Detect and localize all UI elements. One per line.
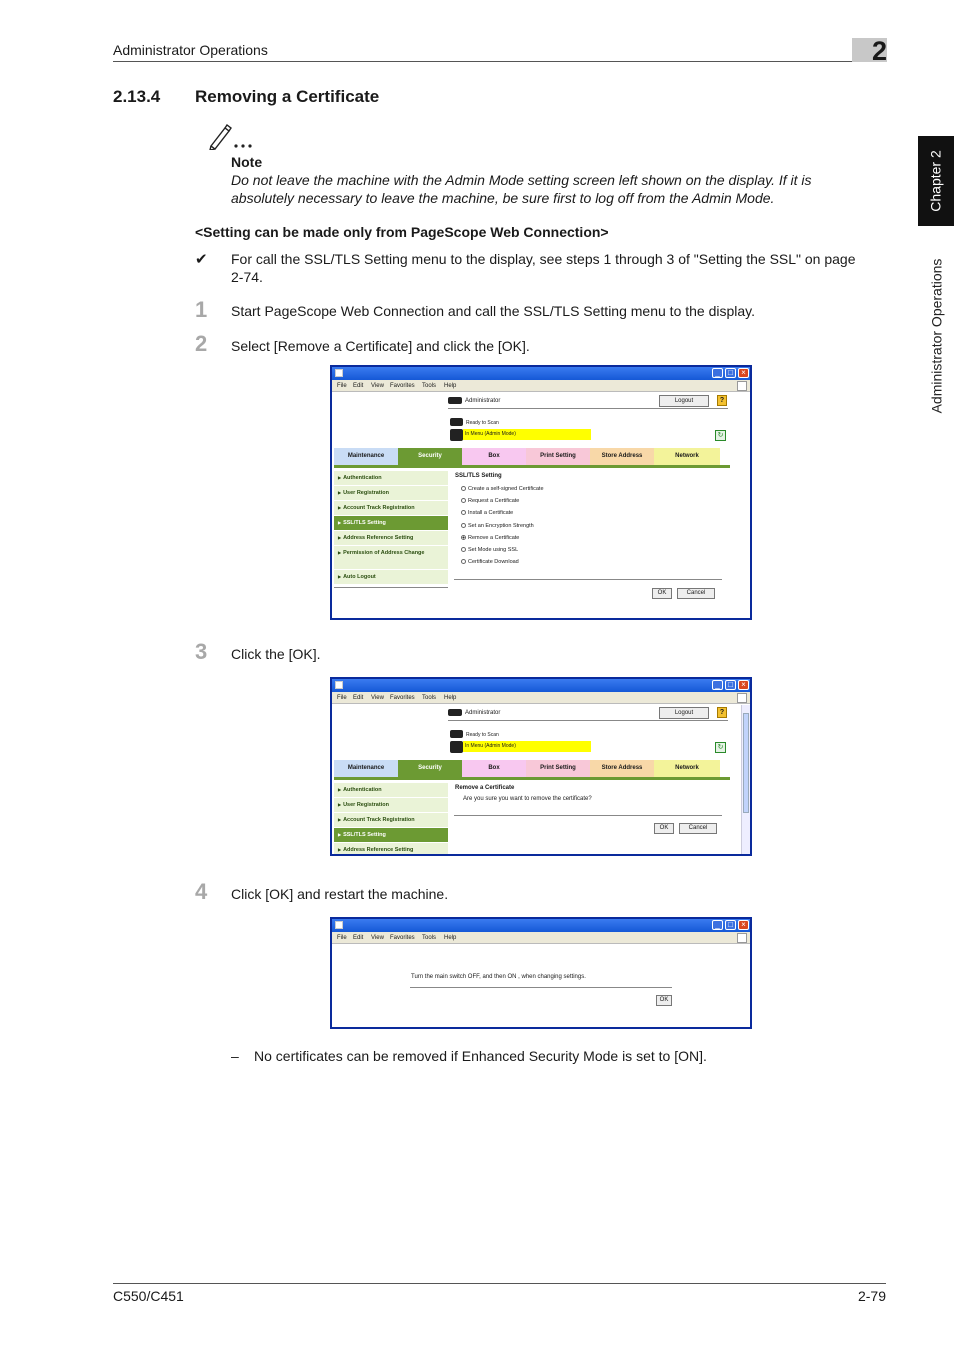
sidebar-item-account-track[interactable]: ▶ Account Track Registration bbox=[334, 813, 448, 828]
screenshot-restart-message bbox=[330, 917, 752, 1029]
ok-button[interactable]: OK bbox=[652, 588, 672, 599]
sidebar-item-permission[interactable]: ▶ Permission of Address Change bbox=[334, 546, 448, 570]
step-number: 1 bbox=[195, 297, 208, 322]
status-ready: Ready to Scan bbox=[466, 420, 499, 426]
ie-icon bbox=[335, 681, 343, 689]
status-mode: In Menu (Admin Mode) bbox=[463, 429, 591, 440]
menu-help[interactable]: Help bbox=[444, 383, 457, 389]
option-download[interactable]: Certificate Download bbox=[461, 559, 519, 565]
footer-model: C550/C451 bbox=[113, 1288, 184, 1304]
section-title: Removing a Certificate bbox=[195, 87, 380, 106]
admin-icon bbox=[448, 709, 462, 716]
subheading: <Setting can be made only from PageScope Web Connection> bbox=[195, 224, 609, 240]
menu-file[interactable]: File bbox=[337, 383, 347, 389]
title-bar bbox=[332, 919, 750, 932]
menu-view[interactable]: View bbox=[371, 383, 384, 389]
tab-network[interactable]: Network bbox=[654, 760, 720, 777]
ie-icon bbox=[335, 921, 343, 929]
side-tab-chapter-label: Chapter 2 bbox=[928, 150, 945, 212]
title-bar bbox=[332, 679, 750, 692]
close-button[interactable]: × bbox=[738, 920, 749, 930]
tab-maintenance[interactable]: Maintenance bbox=[334, 448, 398, 465]
pencil-note-icon bbox=[207, 122, 255, 150]
step-number: 4 bbox=[195, 879, 208, 904]
scrollbar[interactable] bbox=[741, 705, 750, 854]
tab-security[interactable]: Security bbox=[398, 448, 462, 465]
side-tab-section bbox=[918, 236, 954, 436]
step-text: Start PageScope Web Connection and call the SSL/TLS Setting menu to the display. bbox=[231, 303, 756, 319]
maximize-button[interactable]: □ bbox=[725, 920, 736, 930]
prereq-text: For call the SSL/TLS Setting menu to the display, see steps 1 through 3 of "Setting the SSL" on page 2-74. bbox=[231, 251, 856, 285]
refresh-icon[interactable]: ↻ bbox=[715, 742, 726, 753]
printer-icon bbox=[450, 741, 463, 753]
step-text: Click the [OK]. bbox=[231, 646, 321, 662]
admin-icon bbox=[448, 397, 462, 404]
sidebar-item-address-reference[interactable]: ▶ Address Reference Setting bbox=[334, 843, 448, 856]
menu-view[interactable]: View bbox=[371, 935, 384, 941]
screenshot-remove-certificate bbox=[330, 677, 752, 856]
windows-logo-icon bbox=[737, 933, 747, 943]
side-tab-chapter bbox=[918, 136, 954, 226]
tab-store-address[interactable]: Store Address bbox=[590, 448, 654, 465]
tab-print-setting[interactable]: Print Setting bbox=[526, 448, 590, 465]
ok-button[interactable]: OK bbox=[654, 823, 674, 834]
bullet-text: No certificates can be removed if Enhanced Security Mode is set to [ON]. bbox=[254, 1048, 707, 1064]
panel-rule bbox=[454, 815, 722, 816]
option-remove[interactable]: Remove a Certificate bbox=[461, 535, 519, 541]
menu-edit[interactable]: Edit bbox=[353, 935, 364, 941]
header-rule bbox=[113, 61, 886, 62]
sidebar-item-user-registration[interactable]: ▶ User Registration bbox=[334, 486, 448, 501]
section-number: 2.13.4 bbox=[113, 87, 161, 106]
menu-tools[interactable]: Tools bbox=[422, 695, 437, 701]
menu-tools[interactable]: Tools bbox=[422, 383, 437, 389]
logout-button[interactable]: Logout bbox=[659, 395, 709, 407]
menu-favorites[interactable]: Favorites bbox=[390, 935, 415, 941]
chapter-number: 2 bbox=[871, 36, 887, 66]
close-button[interactable]: × bbox=[738, 368, 749, 378]
tab-box[interactable]: Box bbox=[462, 760, 526, 777]
minimize-button[interactable]: _ bbox=[712, 680, 723, 690]
help-icon[interactable]: ? bbox=[717, 707, 727, 718]
footer-page-number: 2-79 bbox=[857, 1288, 886, 1304]
tab-security[interactable]: Security bbox=[398, 760, 462, 777]
menu-bar bbox=[332, 380, 750, 392]
tab-box[interactable]: Box bbox=[462, 448, 526, 465]
side-tab-section-label: Administrator Operations bbox=[928, 258, 944, 414]
status-ready: Ready to Scan bbox=[466, 732, 499, 738]
divider bbox=[448, 720, 728, 721]
confirm-question: Are you sure you want to remove the certificate? bbox=[463, 796, 592, 802]
menu-favorites[interactable]: Favorites bbox=[390, 695, 415, 701]
panel-rule bbox=[454, 579, 722, 580]
menu-bar bbox=[332, 932, 750, 944]
help-icon[interactable]: ? bbox=[717, 395, 727, 406]
scrollbar-thumb[interactable] bbox=[743, 713, 749, 813]
refresh-icon[interactable]: ↻ bbox=[715, 430, 726, 441]
sidebar-item-ssl-tls[interactable]: ▶ SSL/TLS Setting bbox=[334, 516, 448, 531]
option-ssl-mode[interactable]: Set Mode using SSL bbox=[461, 547, 518, 553]
ok-button[interactable]: OK bbox=[656, 995, 672, 1006]
windows-logo-icon bbox=[737, 693, 747, 703]
sidebar-item-account-track[interactable]: ▶ Account Track Registration bbox=[334, 501, 448, 516]
minimize-button[interactable]: _ bbox=[712, 920, 723, 930]
menu-help[interactable]: Help bbox=[444, 695, 457, 701]
footer-rule bbox=[113, 1283, 886, 1284]
cancel-button[interactable]: Cancel bbox=[677, 588, 715, 599]
checkmark-icon: ✔ bbox=[195, 251, 208, 268]
scanner-icon bbox=[450, 418, 463, 426]
screenshot-ssl-tls-setting bbox=[330, 365, 752, 620]
sidebar-item-user-registration[interactable]: ▶ User Registration bbox=[334, 798, 448, 813]
step-text: Click [OK] and restart the machine. bbox=[231, 886, 449, 902]
tab-bar bbox=[334, 448, 730, 465]
option-encryption[interactable]: Set an Encryption Strength bbox=[461, 523, 534, 529]
maximize-button[interactable]: □ bbox=[725, 680, 736, 690]
option-self-signed[interactable]: Create a self-signed Certificate bbox=[461, 486, 544, 492]
sidebar-item-address-reference[interactable]: ▶ Address Reference Setting bbox=[334, 531, 448, 546]
menu-edit[interactable]: Edit bbox=[353, 695, 364, 701]
close-button[interactable]: × bbox=[738, 680, 749, 690]
maximize-button[interactable]: □ bbox=[725, 368, 736, 378]
running-title: Administrator Operations bbox=[113, 42, 268, 58]
menu-bar bbox=[332, 692, 750, 704]
option-request[interactable]: Request a Certificate bbox=[461, 498, 519, 504]
windows-logo-icon bbox=[737, 381, 747, 391]
logout-button[interactable]: Logout bbox=[659, 707, 709, 719]
divider bbox=[448, 408, 728, 409]
menu-file[interactable]: File bbox=[337, 935, 347, 941]
step-number: 2 bbox=[195, 331, 208, 356]
message-rule bbox=[410, 987, 672, 988]
panel-title: Remove a Certificate bbox=[455, 785, 515, 791]
tab-underline bbox=[334, 465, 730, 468]
status-mode: In Menu (Admin Mode) bbox=[463, 741, 591, 752]
cancel-button[interactable]: Cancel bbox=[679, 823, 717, 834]
note-label: Note bbox=[231, 154, 263, 170]
step-number: 3 bbox=[195, 639, 208, 664]
scanner-icon bbox=[450, 730, 463, 738]
menu-tools[interactable]: Tools bbox=[422, 935, 437, 941]
tab-maintenance[interactable]: Maintenance bbox=[334, 760, 398, 777]
bullet-dash: – bbox=[231, 1048, 239, 1064]
panel-title: SSL/TLS Setting bbox=[455, 473, 502, 479]
printer-icon bbox=[450, 429, 463, 441]
sidebar-item-authentication[interactable]: ▶ Authentication bbox=[334, 471, 448, 486]
user-name: Administrator bbox=[465, 710, 501, 716]
menu-favorites[interactable]: Favorites bbox=[390, 383, 415, 389]
ie-icon bbox=[335, 369, 343, 377]
restart-message: Turn the main switch OFF, and then ON , when changing settings. bbox=[411, 974, 586, 980]
option-install[interactable]: Install a Certificate bbox=[461, 510, 513, 516]
sidebar-item-ssl-tls[interactable]: ▶ SSL/TLS Setting bbox=[334, 828, 448, 843]
sidebar-item-authentication[interactable]: ▶ Authentication bbox=[334, 783, 448, 798]
note-text: Do not leave the machine with the Admin Mode setting screen left shown on the display. If it is absolutely necessary to leave the machine, be sure first to log off from the Admin Mode. bbox=[231, 172, 812, 206]
tab-bar bbox=[334, 760, 730, 777]
sidebar-bottom-rule bbox=[334, 587, 448, 588]
minimize-button[interactable]: _ bbox=[712, 368, 723, 378]
menu-view[interactable]: View bbox=[371, 695, 384, 701]
title-bar bbox=[332, 367, 750, 380]
menu-help[interactable]: Help bbox=[444, 935, 457, 941]
menu-edit[interactable]: Edit bbox=[353, 383, 364, 389]
user-name: Administrator bbox=[465, 398, 501, 404]
sidebar-item-auto-logout[interactable]: ▶ Auto Logout bbox=[334, 570, 448, 585]
step-text: Select [Remove a Certificate] and click the [OK]. bbox=[231, 338, 530, 354]
menu-file[interactable]: File bbox=[337, 695, 347, 701]
tab-network[interactable]: Network bbox=[654, 448, 720, 465]
tab-print-setting[interactable]: Print Setting bbox=[526, 760, 590, 777]
tab-store-address[interactable]: Store Address bbox=[590, 760, 654, 777]
tab-underline bbox=[334, 777, 730, 780]
